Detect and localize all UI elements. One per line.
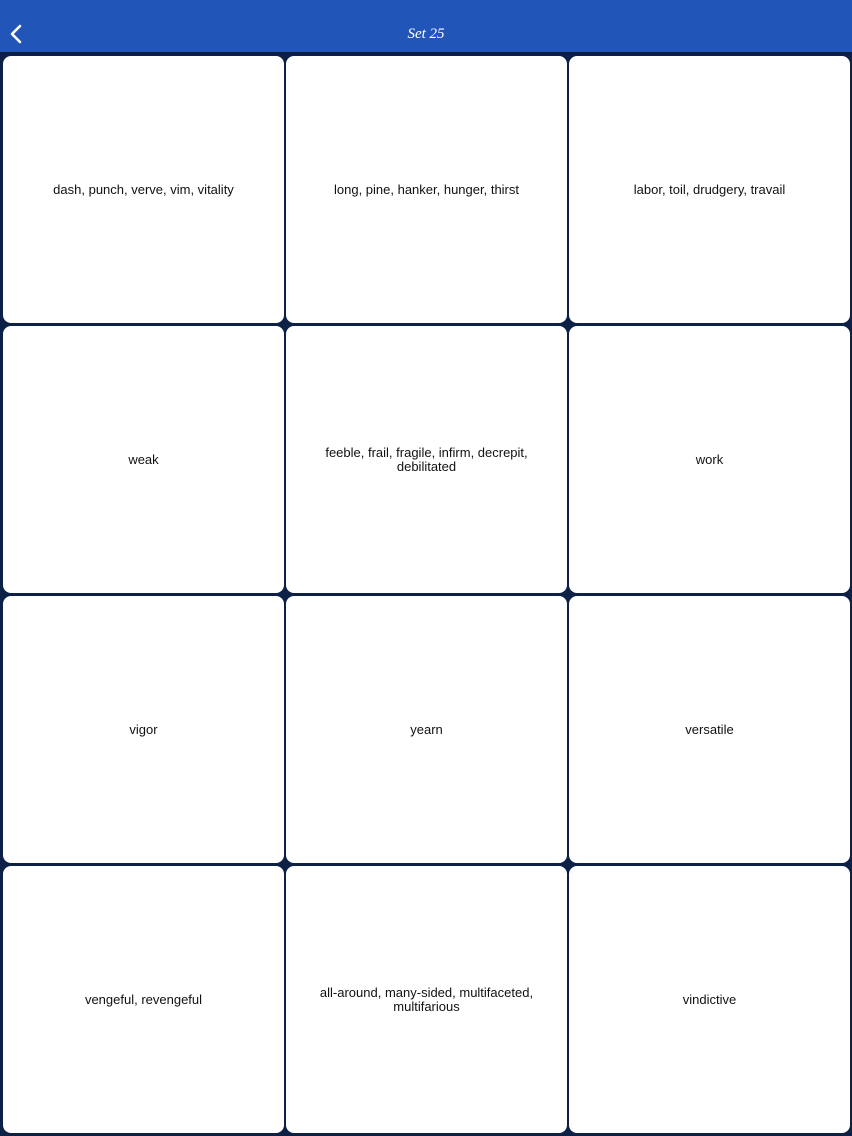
- card[interactable]: [286, 56, 567, 323]
- card-text: yearn: [410, 721, 443, 737]
- nav-bar: [0, 0, 852, 54]
- card-text: vigor: [129, 721, 158, 737]
- card[interactable]: [569, 326, 850, 593]
- card[interactable]: [569, 56, 850, 323]
- card-text: all-around, many-sided, multifaceted, multifarious: [319, 984, 534, 1014]
- card[interactable]: [286, 326, 567, 593]
- card-text: weak: [128, 451, 159, 467]
- card-text: long, pine, hanker, hunger, thirst: [333, 181, 519, 197]
- card-grid: [0, 54, 852, 1136]
- card-text: work: [695, 451, 724, 467]
- card[interactable]: [3, 326, 284, 593]
- card[interactable]: [286, 866, 567, 1133]
- card[interactable]: [3, 596, 284, 863]
- card-text: vindictive: [682, 991, 737, 1007]
- card-text: vengeful, revengeful: [84, 991, 203, 1007]
- card[interactable]: [569, 596, 850, 863]
- card[interactable]: [3, 56, 284, 323]
- card[interactable]: [286, 596, 567, 863]
- card[interactable]: [3, 866, 284, 1133]
- card-text: labor, toil, drudgery, travail: [633, 181, 786, 197]
- card-text: versatile: [685, 721, 734, 737]
- card[interactable]: [569, 866, 850, 1133]
- page-title: Set 25: [407, 26, 445, 42]
- card-text: dash, punch, verve, vim, vitality: [53, 181, 234, 197]
- card-text: feeble, frail, fragile, infirm, decrepit, debilitated: [325, 444, 528, 474]
